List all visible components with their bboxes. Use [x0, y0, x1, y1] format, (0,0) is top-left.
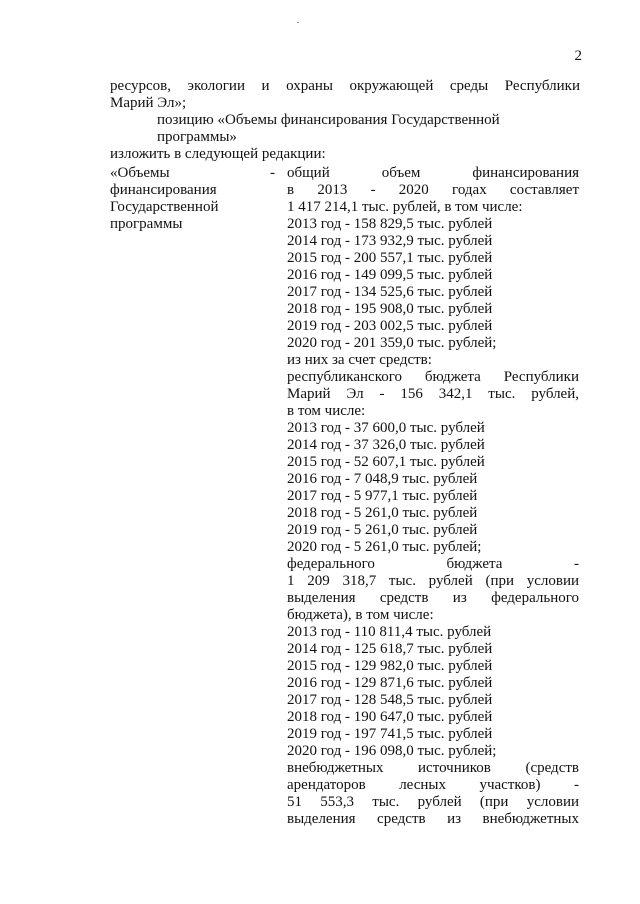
republic-years-list [287, 420, 579, 556]
position-label-text: финансирования [110, 182, 217, 198]
federal-text: федерального бюджета - [287, 556, 579, 572]
page-number: 2 [574, 48, 582, 64]
intro-line: ресурсов, экологии и охраны окружающей среды Республики [110, 78, 580, 94]
extrabudget-text: 51 553,3 тыс. рублей (при условии [287, 794, 579, 810]
year-row: 2016 год - 149 099,5 тыс. рублей [287, 267, 493, 283]
total-text: общий объем финансирования [287, 165, 579, 181]
year-row: 2019 год - 197 741,5 тыс. рублей [287, 726, 493, 742]
extrabudget-text: выделения средств из внебюджетных [287, 811, 579, 827]
year-row: 2017 год - 134 525,6 тыс. рублей [287, 284, 493, 300]
year-row: 2014 год - 37 326,0 тыс. рублей [287, 437, 485, 453]
total-text: в 2013 - 2020 годах составляет [287, 182, 579, 198]
federal-text: 1 209 318,7 тыс. рублей (при условии [287, 573, 579, 589]
year-row: 2014 год - 173 932,9 тыс. рублей [287, 233, 493, 249]
year-row: 2016 год - 129 871,6 тыс. рублей [287, 675, 493, 691]
year-row: 2017 год - 5 977,1 тыс. рублей [287, 488, 478, 504]
intro-paragraph [110, 78, 580, 163]
federal-text: бюджета), в том числе: [287, 607, 434, 623]
year-row: 2016 год - 7 048,9 тыс. рублей [287, 471, 478, 487]
intro-line: Марий Эл»; [110, 95, 187, 111]
year-row: 2015 год - 129 982,0 тыс. рублей [287, 658, 493, 674]
intro-line: позицию «Объемы финансирования Государственной программы» [157, 112, 500, 145]
position-label-text: «Объемы [110, 165, 170, 181]
position-label [110, 165, 275, 233]
year-row: 2018 год - 190 647,0 тыс. рублей [287, 709, 493, 725]
intro-line: изложить в следующей редакции: [110, 146, 326, 162]
total-text: 1 417 214,1 тыс. рублей, в том числе: [287, 199, 523, 215]
year-row: 2017 год - 128 548,5 тыс. рублей [287, 692, 493, 708]
position-label-text: Государственной [110, 199, 219, 215]
position-label-first-line [110, 165, 275, 182]
year-row: 2015 год - 52 607,1 тыс. рублей [287, 454, 485, 470]
year-row: 2018 год - 5 261,0 тыс. рублей [287, 505, 478, 521]
extrabudget-text: внебюджетных источников (средств [287, 760, 579, 776]
year-row: 2013 год - 110 811,4 тыс. рублей [287, 624, 492, 640]
total-years-list [287, 216, 579, 352]
year-row: 2013 год - 158 829,5 тыс. рублей [287, 216, 493, 232]
year-row: 2020 год - 196 098,0 тыс. рублей; [287, 743, 497, 759]
year-row: 2019 год - 203 002,5 тыс. рублей [287, 318, 493, 334]
federal-text: выделения средств из федерального [287, 590, 579, 606]
republic-text: республиканского бюджета Республики [287, 369, 579, 385]
year-row: 2020 год - 201 359,0 тыс. рублей; [287, 335, 497, 351]
year-row: 2013 год - 37 600,0 тыс. рублей [287, 420, 485, 436]
year-row: 2015 год - 200 557,1 тыс. рублей [287, 250, 493, 266]
position-label-text: программы [110, 216, 183, 232]
republic-text: в том числе: [287, 403, 366, 419]
extrabudget-text: арендаторов лесных участков) - [287, 777, 579, 793]
financing-details [287, 165, 579, 828]
republic-text: Марий Эл - 156 342,1 тыс. рублей, [287, 386, 579, 402]
year-row: 2020 год - 5 261,0 тыс. рублей; [287, 539, 482, 555]
year-row: 2019 год - 5 261,0 тыс. рублей [287, 522, 478, 538]
sources-intro: из них за счет средств: [287, 352, 432, 368]
position-dash: - [270, 165, 275, 181]
year-row: 2014 год - 125 618,7 тыс. рублей [287, 641, 493, 657]
federal-years-list [287, 624, 579, 760]
year-row: 2018 год - 195 908,0 тыс. рублей [287, 301, 493, 317]
scan-speck [297, 22, 299, 23]
